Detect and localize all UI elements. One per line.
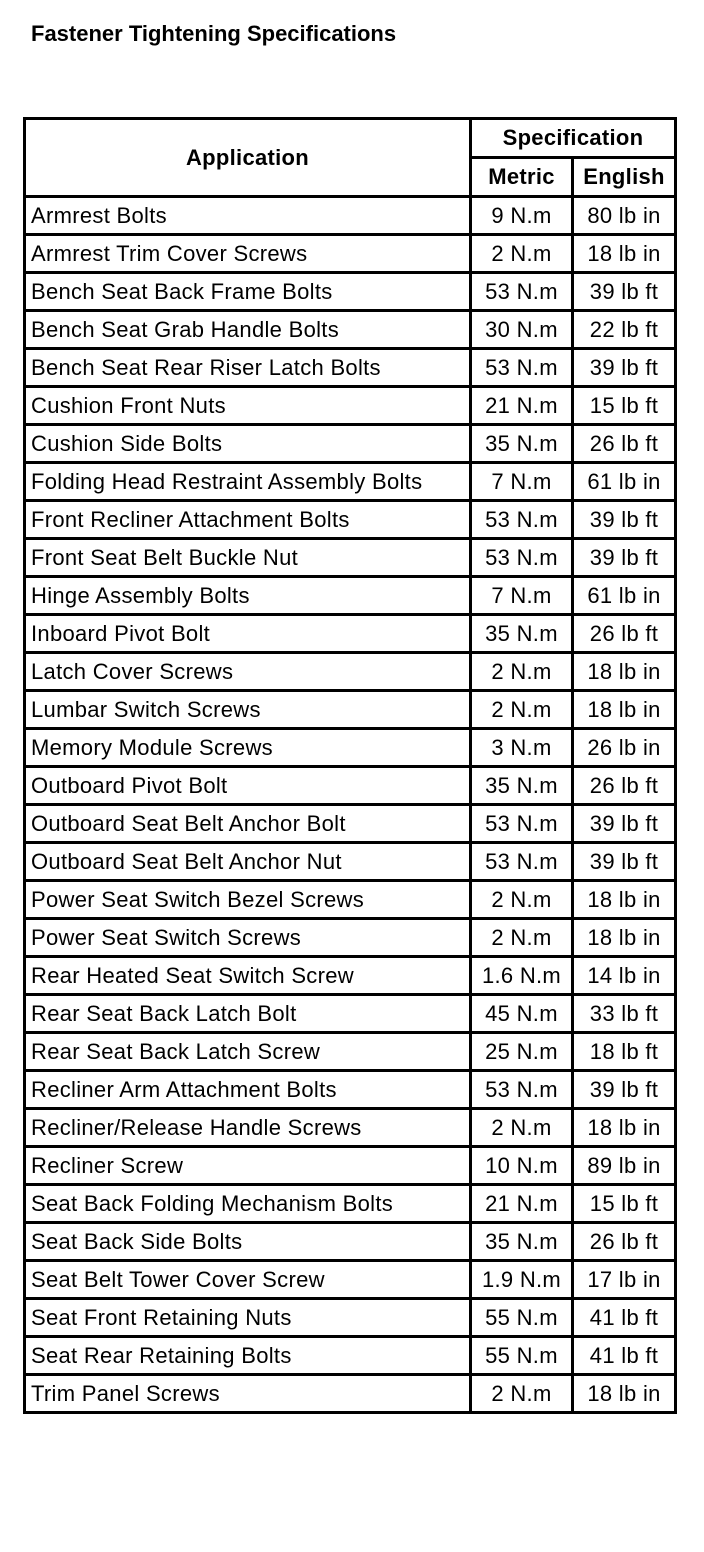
english-cell: 39 lb ft xyxy=(573,1071,676,1109)
english-cell: 61 lb in xyxy=(573,577,676,615)
metric-cell: 10 N.m xyxy=(471,1147,573,1185)
application-cell: Trim Panel Screws xyxy=(25,1375,471,1413)
application-cell: Recliner Arm Attachment Bolts xyxy=(25,1071,471,1109)
english-cell: 15 lb ft xyxy=(573,387,676,425)
table-row xyxy=(25,615,676,653)
table-row xyxy=(25,1109,676,1147)
application-cell: Seat Front Retaining Nuts xyxy=(25,1299,471,1337)
metric-cell: 9 N.m xyxy=(471,197,573,235)
application-cell: Outboard Seat Belt Anchor Bolt xyxy=(25,805,471,843)
english-cell: 39 lb ft xyxy=(573,539,676,577)
application-cell: Latch Cover Screws xyxy=(25,653,471,691)
application-cell: Folding Head Restraint Assembly Bolts xyxy=(25,463,471,501)
application-header: Application xyxy=(25,119,471,197)
table-row xyxy=(25,843,676,881)
metric-cell: 53 N.m xyxy=(471,843,573,881)
english-header: English xyxy=(573,158,676,197)
application-cell: Recliner Screw xyxy=(25,1147,471,1185)
metric-cell: 53 N.m xyxy=(471,539,573,577)
metric-cell: 35 N.m xyxy=(471,1223,573,1261)
metric-cell: 53 N.m xyxy=(471,501,573,539)
english-cell: 14 lb in xyxy=(573,957,676,995)
application-cell: Power Seat Switch Bezel Screws xyxy=(25,881,471,919)
metric-cell: 1.6 N.m xyxy=(471,957,573,995)
table-row xyxy=(25,349,676,387)
metric-header: Metric xyxy=(471,158,573,197)
metric-cell: 53 N.m xyxy=(471,1071,573,1109)
metric-cell: 53 N.m xyxy=(471,273,573,311)
application-cell: Front Seat Belt Buckle Nut xyxy=(25,539,471,577)
application-cell: Seat Rear Retaining Bolts xyxy=(25,1337,471,1375)
english-cell: 39 lb ft xyxy=(573,349,676,387)
table-row xyxy=(25,653,676,691)
table-row xyxy=(25,1071,676,1109)
table-row xyxy=(25,235,676,273)
header-row-1 xyxy=(25,119,676,158)
application-cell: Inboard Pivot Bolt xyxy=(25,615,471,653)
metric-cell: 2 N.m xyxy=(471,653,573,691)
english-cell: 18 lb in xyxy=(573,691,676,729)
english-cell: 18 lb in xyxy=(573,1375,676,1413)
english-cell: 18 lb in xyxy=(573,235,676,273)
table-row xyxy=(25,881,676,919)
english-cell: 80 lb in xyxy=(573,197,676,235)
english-cell: 33 lb ft xyxy=(573,995,676,1033)
english-cell: 22 lb ft xyxy=(573,311,676,349)
metric-cell: 2 N.m xyxy=(471,235,573,273)
english-cell: 26 lb ft xyxy=(573,1223,676,1261)
table-row xyxy=(25,1033,676,1071)
english-cell: 18 lb in xyxy=(573,919,676,957)
specification-header: Specification xyxy=(471,119,676,158)
table-row xyxy=(25,919,676,957)
english-cell: 18 lb in xyxy=(573,653,676,691)
table-row xyxy=(25,1185,676,1223)
table-row xyxy=(25,805,676,843)
metric-cell: 3 N.m xyxy=(471,729,573,767)
metric-cell: 2 N.m xyxy=(471,1375,573,1413)
english-cell: 39 lb ft xyxy=(573,843,676,881)
application-cell: Armrest Bolts xyxy=(25,197,471,235)
english-cell: 41 lb ft xyxy=(573,1299,676,1337)
application-cell: Cushion Front Nuts xyxy=(25,387,471,425)
application-cell: Bench Seat Rear Riser Latch Bolts xyxy=(25,349,471,387)
table-row xyxy=(25,1299,676,1337)
table-row xyxy=(25,463,676,501)
table-row xyxy=(25,273,676,311)
table-row xyxy=(25,995,676,1033)
table-row xyxy=(25,539,676,577)
metric-cell: 35 N.m xyxy=(471,615,573,653)
metric-cell: 35 N.m xyxy=(471,425,573,463)
application-cell: Rear Seat Back Latch Screw xyxy=(25,1033,471,1071)
page-title: Fastener Tightening Specifications xyxy=(31,21,397,46)
metric-cell: 35 N.m xyxy=(471,767,573,805)
table-row xyxy=(25,767,676,805)
english-cell: 18 lb ft xyxy=(573,1033,676,1071)
table-row xyxy=(25,729,676,767)
metric-cell: 1.9 N.m xyxy=(471,1261,573,1299)
metric-cell: 7 N.m xyxy=(471,463,573,501)
table-row xyxy=(25,197,676,235)
application-cell: Recliner/Release Handle Screws xyxy=(25,1109,471,1147)
application-cell: Seat Back Side Bolts xyxy=(25,1223,471,1261)
application-cell: Seat Belt Tower Cover Screw xyxy=(25,1261,471,1299)
table-row xyxy=(25,691,676,729)
table-row xyxy=(25,1261,676,1299)
application-cell: Rear Seat Back Latch Bolt xyxy=(25,995,471,1033)
application-cell: Rear Heated Seat Switch Screw xyxy=(25,957,471,995)
english-cell: 39 lb ft xyxy=(573,805,676,843)
metric-cell: 2 N.m xyxy=(471,881,573,919)
table-row xyxy=(25,1223,676,1261)
english-cell: 61 lb in xyxy=(573,463,676,501)
english-cell: 17 lb in xyxy=(573,1261,676,1299)
application-cell: Front Recliner Attachment Bolts xyxy=(25,501,471,539)
application-cell: Bench Seat Grab Handle Bolts xyxy=(25,311,471,349)
english-cell: 26 lb ft xyxy=(573,615,676,653)
english-cell: 39 lb ft xyxy=(573,273,676,311)
table-body xyxy=(25,197,676,1413)
application-cell: Hinge Assembly Bolts xyxy=(25,577,471,615)
english-cell: 26 lb ft xyxy=(573,767,676,805)
english-cell: 26 lb in xyxy=(573,729,676,767)
metric-cell: 7 N.m xyxy=(471,577,573,615)
table-row xyxy=(25,957,676,995)
table-row xyxy=(25,387,676,425)
metric-cell: 25 N.m xyxy=(471,1033,573,1071)
table-row xyxy=(25,425,676,463)
metric-cell: 53 N.m xyxy=(471,349,573,387)
metric-cell: 2 N.m xyxy=(471,919,573,957)
english-cell: 89 lb in xyxy=(573,1147,676,1185)
english-cell: 18 lb in xyxy=(573,881,676,919)
table-header xyxy=(25,119,676,197)
metric-cell: 55 N.m xyxy=(471,1299,573,1337)
fastener-spec-table xyxy=(23,117,677,1414)
application-cell: Bench Seat Back Frame Bolts xyxy=(25,273,471,311)
application-cell: Cushion Side Bolts xyxy=(25,425,471,463)
application-cell: Armrest Trim Cover Screws xyxy=(25,235,471,273)
metric-cell: 55 N.m xyxy=(471,1337,573,1375)
table-row xyxy=(25,311,676,349)
application-cell: Outboard Seat Belt Anchor Nut xyxy=(25,843,471,881)
application-cell: Seat Back Folding Mechanism Bolts xyxy=(25,1185,471,1223)
application-cell: Memory Module Screws xyxy=(25,729,471,767)
table-row xyxy=(25,1337,676,1375)
metric-cell: 45 N.m xyxy=(471,995,573,1033)
table-row xyxy=(25,577,676,615)
table-row xyxy=(25,1147,676,1185)
table-row xyxy=(25,501,676,539)
metric-cell: 53 N.m xyxy=(471,805,573,843)
english-cell: 15 lb ft xyxy=(573,1185,676,1223)
metric-cell: 21 N.m xyxy=(471,387,573,425)
metric-cell: 21 N.m xyxy=(471,1185,573,1223)
application-cell: Lumbar Switch Screws xyxy=(25,691,471,729)
english-cell: 18 lb in xyxy=(573,1109,676,1147)
english-cell: 39 lb ft xyxy=(573,501,676,539)
metric-cell: 30 N.m xyxy=(471,311,573,349)
english-cell: 26 lb ft xyxy=(573,425,676,463)
application-cell: Outboard Pivot Bolt xyxy=(25,767,471,805)
table-row xyxy=(25,1375,676,1413)
metric-cell: 2 N.m xyxy=(471,1109,573,1147)
metric-cell: 2 N.m xyxy=(471,691,573,729)
english-cell: 41 lb ft xyxy=(573,1337,676,1375)
application-cell: Power Seat Switch Screws xyxy=(25,919,471,957)
